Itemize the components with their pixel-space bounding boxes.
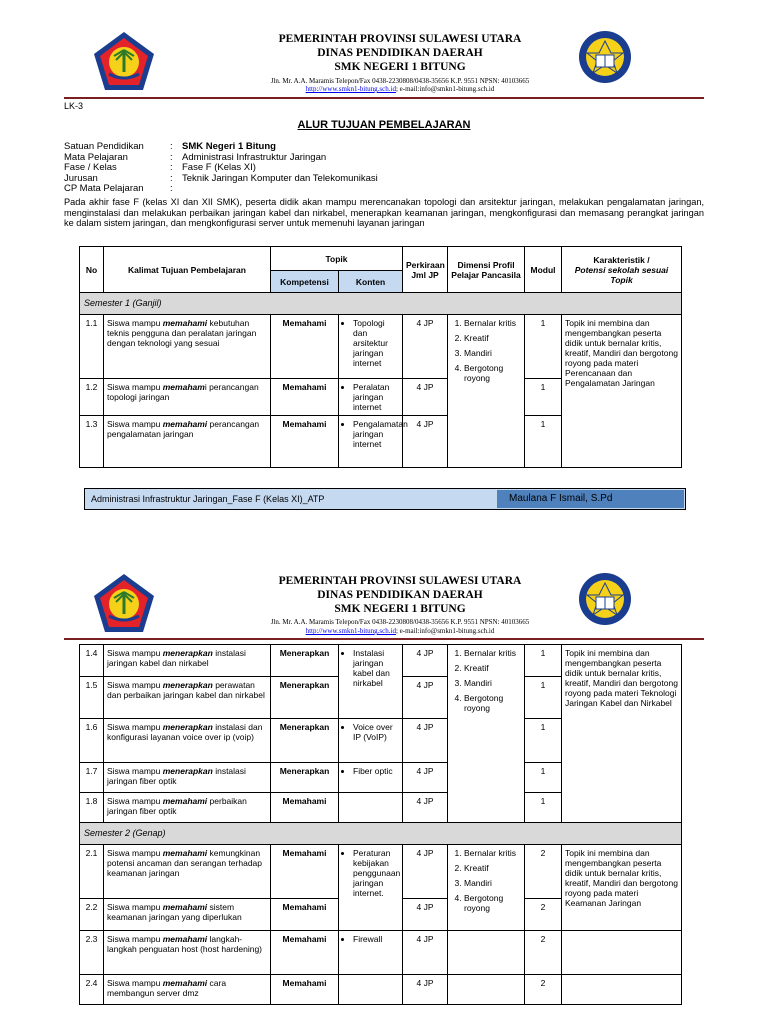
konten-item: • Firewall <box>353 934 399 944</box>
website-link[interactable]: http://www.smkn1-bitung.sch.id <box>305 627 396 635</box>
atp-table-page1 <box>79 246 682 468</box>
table-row <box>80 931 682 975</box>
info-row <box>64 184 378 195</box>
kalimat-pre: Siswa mampu <box>107 902 163 912</box>
row-kalimat <box>104 315 271 379</box>
kalimat-post: perancangan pengalamatan jaringan <box>107 419 260 439</box>
row-modul: 1 <box>525 315 562 379</box>
kalimat-pre: Siswa mampu <box>107 848 163 858</box>
row-karakteristik: Topik ini membina dan mengembangkan peserta didik untuk bernalar kritis, kreatif, Mandiri dan bergotong royong pada materi Perencanaan dan Pengalamatan Jaringan <box>562 315 682 468</box>
kalimat-verb: memahami <box>162 318 208 328</box>
row-konten <box>339 719 403 763</box>
konten-item: • Topologi dan arsitektur jaringan internet <box>353 318 399 368</box>
row-konten <box>339 931 403 975</box>
dimensi-item: 3. Mandiri <box>464 878 521 888</box>
footer-doc-name: Administrasi Infrastruktur Jaringan_Fase F (Kelas XI)_ATP <box>91 494 325 504</box>
row-no: 1.7 <box>80 763 104 793</box>
atp-table-page2 <box>79 644 682 1005</box>
row-modul: 2 <box>525 845 562 899</box>
doc-code: LK-3 <box>64 101 84 111</box>
kalimat-verb: memahami <box>162 902 208 912</box>
header-line-2: DINAS PENDIDIKAN DAERAH <box>317 589 483 601</box>
kalimat-post: sistem keamanan jaringan yang diperlukan <box>107 902 242 922</box>
field-colon: : <box>170 141 173 152</box>
row-karakteristik-empty <box>562 975 682 1005</box>
row-jp: 4 JP <box>403 719 448 763</box>
kalimat-post: kebutuhan teknis pengguna dan peralatan jaringan dengan teknologi yang sesuai <box>107 318 257 348</box>
row-modul: 1 <box>525 677 562 719</box>
row-no: 1.5 <box>80 677 104 719</box>
kalimat-pre: Siswa mampu <box>107 766 163 776</box>
header-address: Jln. Mr. A.A. Maramis Telepon/Fax 0438-2230808/0438-35656 K.P. 9551 NPSN: 40103665 <box>270 618 530 626</box>
row-kompetensi: Memahami <box>271 379 339 416</box>
row-no: 1.8 <box>80 793 104 823</box>
row-jp: 4 JP <box>403 763 448 793</box>
row-dimensi <box>448 645 525 823</box>
header-rule <box>64 97 704 99</box>
row-modul: 1 <box>525 719 562 763</box>
row-karakteristik-empty <box>562 931 682 975</box>
field-value: Administrasi Infrastruktur Jaringan <box>182 151 327 163</box>
smk-school-logo <box>578 570 632 628</box>
header-contact <box>190 85 610 94</box>
kalimat-pre: Siswa mampu <box>107 722 163 732</box>
field-label: Fase / Kelas <box>64 162 117 173</box>
dimensi-item: 4. Bergotong royong <box>464 693 521 713</box>
kalimat-verb: menerapkan <box>162 680 213 690</box>
info-fields <box>64 142 378 195</box>
cp-text: Pada akhir fase F (kelas XI dan XII SMK), peserta didik akan mampu merencanakan topologi dan arsitektur jaringan, melakukan pengalamatan jaringan, menginstalasi dan melakukan perbaikan jaringan kabel dan nirkabel, menerapkan keamanan jaringan, mengkonfigurasi dan memasang perangkat jaringan ke dalam sistem jaringan, dan mengkonfigurasi server untuk memenuhi layanan jaringan <box>64 197 704 228</box>
row-modul: 1 <box>525 793 562 823</box>
row-jp: 4 JP <box>403 416 448 468</box>
kalimat-post: perawatan dan perbaikan jaringan kabel dan nirkabel <box>107 680 265 700</box>
field-value: SMK Negeri 1 Bitung <box>182 141 276 152</box>
row-kalimat <box>104 763 271 793</box>
kalimat-pre: Siswa mampu <box>107 796 163 806</box>
row-konten <box>339 845 403 931</box>
dimensi-item: 4. Bergotong royong <box>464 363 521 383</box>
field-colon: : <box>170 162 173 173</box>
row-no: 1.1 <box>80 315 104 379</box>
header-line-1: PEMERINTAH PROVINSI SULAWESI UTARA <box>278 575 522 587</box>
row-kompetensi: Menerapkan <box>271 719 339 763</box>
dimensi-item: 1. Bernalar kritis <box>464 848 521 858</box>
field-colon: : <box>170 172 173 184</box>
col-karakteristik <box>562 247 682 293</box>
kalimat-post: instalasi dan konfigurasi layanan voice over ip (voip) <box>107 722 263 742</box>
row-kompetensi: Menerapkan <box>271 645 339 677</box>
row-kompetensi: Memahami <box>271 975 339 1005</box>
row-kalimat <box>104 645 271 677</box>
row-kalimat <box>104 899 271 931</box>
semester-2-label: Semester 2 (Genap) <box>80 823 682 845</box>
row-kompetensi: Memahami <box>271 899 339 931</box>
website-link[interactable]: http://www.smkn1-bitung.sch.id <box>305 85 396 93</box>
row-konten <box>339 645 403 719</box>
kalimat-post: langkah-langkah penguatan host (host hardening) <box>107 934 263 954</box>
row-no: 1.6 <box>80 719 104 763</box>
field-value: Fase F (Kelas XI) <box>182 162 256 173</box>
dimensi-item: 2. Kreatif <box>464 333 521 343</box>
row-modul: 2 <box>525 899 562 931</box>
kalimat-post: perbaikan jaringan fiber optik <box>107 796 247 816</box>
row-jp: 4 JP <box>403 645 448 677</box>
karakteristik-label: Karakteristik / <box>593 254 650 265</box>
dimensi-item: 3. Mandiri <box>464 348 521 358</box>
kalimat-post: cara membangun server dmz <box>107 978 227 998</box>
row-kalimat <box>104 416 271 468</box>
row-kompetensi: Memahami <box>271 931 339 975</box>
row-dimensi-empty <box>448 975 525 1005</box>
row-kalimat <box>104 677 271 719</box>
row-karakteristik: Topik ini membina dan mengembangkan peserta didik untuk bernalar kritis, kreatif, Mandiri dan bergotong royong pada materi Keamanan Jaringan <box>562 845 682 931</box>
row-kalimat <box>104 975 271 1005</box>
sulut-province-emblem <box>92 572 156 634</box>
konten-item: • Peraturan kebijakan penggunaan jaringan internet. <box>353 848 399 898</box>
kalimat-verb: memaham <box>162 382 205 392</box>
row-no: 2.2 <box>80 899 104 931</box>
dimensi-item: 4. Bergotong royong <box>464 893 521 913</box>
table-row <box>80 975 682 1005</box>
table-row <box>80 645 682 677</box>
kalimat-pre: Siswa mampu <box>107 978 163 988</box>
kalimat-verb: memahami <box>162 419 208 429</box>
konten-item: • Peralatan jaringan internet <box>353 382 399 412</box>
footer-author: Maulana F Ismail, S.Pd <box>497 490 684 508</box>
dimensi-item: 3. Mandiri <box>464 678 521 688</box>
row-kompetensi: Memahami <box>271 845 339 899</box>
field-colon: : <box>170 183 173 194</box>
header-line-2: DINAS PENDIDIKAN DAERAH <box>317 47 483 59</box>
kalimat-verb: memahami <box>162 796 208 806</box>
row-jp: 4 JP <box>403 677 448 719</box>
row-no: 1.2 <box>80 379 104 416</box>
karakteristik-sub: Potensi sekolah sesuai Topik <box>574 264 669 285</box>
row-konten-empty <box>339 793 403 823</box>
row-kompetensi: Memahami <box>271 793 339 823</box>
row-konten <box>339 416 408 468</box>
kalimat-pre: Siswa mampu <box>107 680 163 690</box>
row-karakteristik: Topik ini membina dan mengembangkan peserta didik untuk bernalar kritis, kreatif, Mandiri dan bergotong royong pada materi Teknologi Jaringan Kabel dan Nirkabel <box>562 645 682 823</box>
row-konten <box>339 379 403 416</box>
email-text: ; e-mail:info@smkn1-bitung.sch.id <box>395 627 495 635</box>
kalimat-post: kemungkinan potensi ancaman dan serangan terhadap keamanan jaringan <box>107 848 263 878</box>
row-modul: 1 <box>525 763 562 793</box>
row-jp: 4 JP <box>403 899 448 931</box>
kalimat-verb: memahami <box>162 848 208 858</box>
table-row <box>80 315 682 379</box>
row-kalimat <box>104 845 271 899</box>
kalimat-pre: Siswa mampu <box>107 934 163 944</box>
row-modul: 1 <box>525 416 562 468</box>
dimensi-item: 2. Kreatif <box>464 663 521 673</box>
table-row <box>80 845 682 899</box>
row-modul: 1 <box>525 379 562 416</box>
dimensi-item: 1. Bernalar kritis <box>464 648 521 658</box>
row-modul: 1 <box>525 645 562 677</box>
kalimat-post: instalasi jaringan kabel dan nirkabel <box>107 648 246 668</box>
header-line-3: SMK NEGERI 1 BITUNG <box>334 603 466 615</box>
field-colon: : <box>170 151 173 163</box>
header-line-3: SMK NEGERI 1 BITUNG <box>334 61 466 73</box>
kalimat-post: instalasi jaringan fiber optik <box>107 766 246 786</box>
col-modul: Modul <box>525 247 562 293</box>
col-kalimat: Kalimat Tujuan Pembelajaran <box>104 247 271 293</box>
row-jp: 4 JP <box>403 379 448 416</box>
col-konten: Konten <box>339 271 403 293</box>
semester-1-label: Semester 1 (Ganjil) <box>80 293 682 315</box>
sulut-province-emblem <box>92 30 156 92</box>
row-kalimat <box>104 931 271 975</box>
kalimat-pre: Siswa mampu <box>107 382 163 392</box>
kalimat-pre: Siswa mampu <box>107 648 163 658</box>
row-jp: 4 JP <box>403 845 448 899</box>
kalimat-verb: memahami <box>162 934 208 944</box>
field-label: CP Mata Pelajaran <box>64 183 144 194</box>
dimensi-item: 1. Bernalar kritis <box>464 318 521 328</box>
konten-item: • Fiber optic <box>353 766 399 776</box>
row-kompetensi: Memahami <box>271 416 339 468</box>
row-konten <box>339 315 403 379</box>
row-jp: 4 JP <box>403 931 448 975</box>
row-kompetensi: Memahami <box>271 315 339 379</box>
header-contact <box>190 627 610 636</box>
row-kalimat <box>104 793 271 823</box>
col-no: No <box>80 247 104 293</box>
doc-title: ALUR TUJUAN PEMBELAJARAN <box>297 119 471 131</box>
kalimat-verb: memahami <box>162 978 208 988</box>
kalimat-verb: menerapkan <box>162 722 213 732</box>
row-kompetensi: Menerapkan <box>271 677 339 719</box>
row-jp: 4 JP <box>403 975 448 1005</box>
kalimat-pre: Siswa mampu <box>107 318 163 328</box>
row-konten-empty <box>339 975 403 1005</box>
row-dimensi <box>448 845 525 931</box>
row-modul: 2 <box>525 931 562 975</box>
header-address: Jln. Mr. A.A. Maramis Telepon/Fax 0438-2230808/0438-35656 K.P. 9551 NPSN: 40103665 <box>270 77 530 85</box>
page-footer <box>84 488 686 510</box>
header-rule <box>64 638 704 640</box>
field-label: Satuan Pendidikan <box>64 141 144 152</box>
kalimat-post: i perancangan topologi jaringan <box>107 382 259 402</box>
dimensi-item: 2. Kreatif <box>464 863 521 873</box>
field-value: Teknik Jaringan Komputer dan Telekomunikasi <box>182 172 378 184</box>
row-jp: 4 JP <box>403 793 448 823</box>
kalimat-verb: menerapkan <box>162 648 213 658</box>
row-no: 2.4 <box>80 975 104 1005</box>
row-jp: 4 JP <box>403 315 448 379</box>
kalimat-verb: menerapkan <box>162 766 213 776</box>
konten-item: • Instalasi jaringan kabel dan nirkabel <box>353 648 399 688</box>
row-kalimat <box>104 719 271 763</box>
smk-school-logo <box>578 28 632 86</box>
field-label: Jurusan <box>64 172 98 184</box>
row-no: 2.1 <box>80 845 104 899</box>
row-no: 2.3 <box>80 931 104 975</box>
row-no: 1.3 <box>80 416 104 468</box>
row-konten <box>339 763 403 793</box>
col-kompetensi: Kompetensi <box>271 271 339 293</box>
row-modul: 2 <box>525 975 562 1005</box>
konten-item: • Voice over IP (VoIP) <box>353 722 399 742</box>
col-topik: Topik <box>271 247 403 271</box>
row-kompetensi: Menerapkan <box>271 763 339 793</box>
field-label: Mata Pelajaran <box>64 151 128 163</box>
col-dimensi: Dimensi Profil Pelajar Pancasila <box>448 247 525 293</box>
konten-item: • Pengalamatan jaringan internet <box>353 419 399 449</box>
row-kalimat <box>104 379 271 416</box>
col-jp: Perkiraan Jml JP <box>403 247 448 293</box>
email-text: ; e-mail:info@smkn1-bitung.sch.id <box>395 85 495 93</box>
header-line-1: PEMERINTAH PROVINSI SULAWESI UTARA <box>278 33 522 45</box>
row-no: 1.4 <box>80 645 104 677</box>
row-dimensi-empty <box>448 931 525 975</box>
row-dimensi <box>448 315 525 468</box>
kalimat-pre: Siswa mampu <box>107 419 163 429</box>
